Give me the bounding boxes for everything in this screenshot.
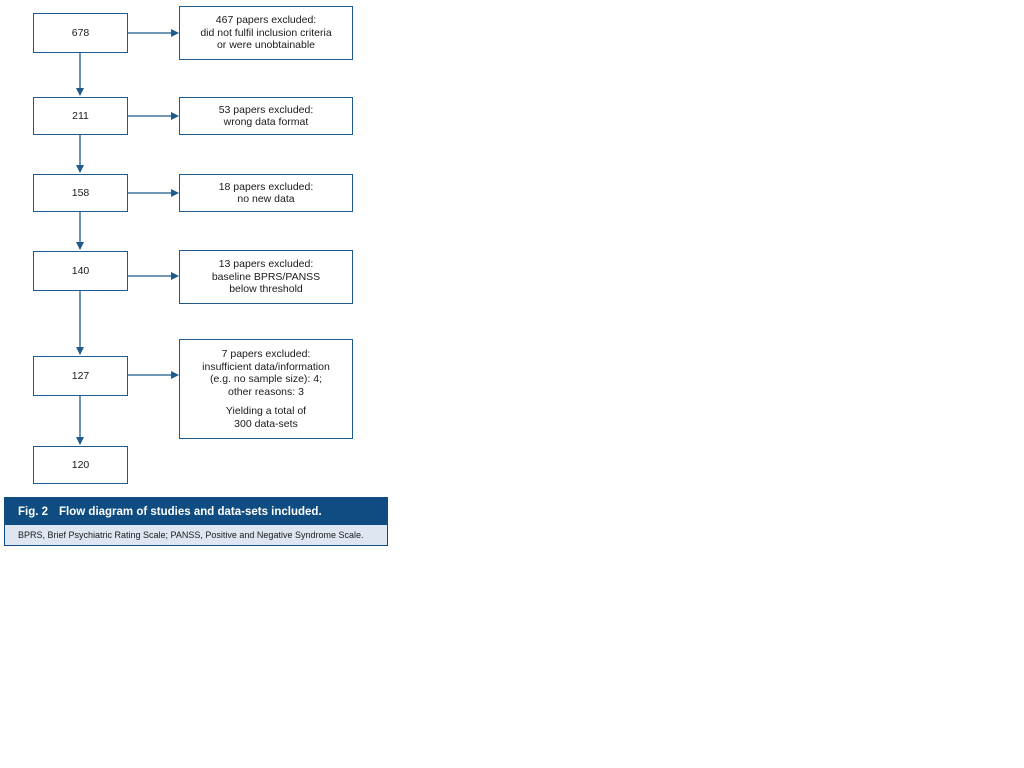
exclusion-box-5 [179, 339, 353, 439]
exclusion-line: below threshold [229, 283, 303, 296]
exclusion-line: did not fulfil inclusion criteria [200, 26, 332, 39]
count-box-127 [33, 356, 128, 396]
caption-abbreviations [5, 525, 387, 545]
count-value: 211 [72, 109, 89, 122]
exclusion-line: no new data [237, 193, 295, 205]
yield-line: 300 data-sets [234, 417, 298, 430]
count-value: 158 [71, 186, 90, 199]
count-box-120 [33, 446, 128, 484]
exclusion-box-2 [179, 97, 353, 135]
yield-line: Yielding a total of [225, 405, 307, 417]
exclusion-box-4 [179, 250, 353, 304]
exclusion-line: or were unobtainable [216, 39, 316, 52]
caption-header [5, 498, 387, 525]
exclusion-line: other reasons: 3 [228, 385, 304, 398]
exclusion-line: wrong data format [223, 116, 309, 128]
exclusion-line: 53 papers excluded: [218, 103, 314, 116]
count-value: 127 [71, 369, 90, 382]
exclusion-line: baseline BPRS/PANSS [211, 270, 321, 283]
exclusion-line: 13 papers excluded: [218, 258, 314, 271]
exclusion-line: 18 papers excluded: [218, 180, 314, 193]
exclusion-line: 7 papers excluded: [221, 348, 311, 360]
count-box-140 [33, 251, 128, 291]
count-value: 140 [71, 264, 90, 277]
exclusion-line: insufficient data/information [202, 360, 330, 373]
figure-title: Flow diagram of studies and data-sets included. [59, 505, 322, 518]
abbreviation-note: BPRS, Brief Psychiatric Rating Scale; PANSS, Positive and Negative Syndrome Scale. [18, 530, 364, 540]
count-value: 678 [71, 26, 90, 39]
figure-caption [4, 497, 388, 546]
exclusion-box-3 [179, 174, 353, 212]
count-box-678 [33, 13, 128, 53]
count-value: 120 [71, 458, 90, 471]
figure-label: Fig. 2 [18, 505, 49, 518]
exclusion-line: (e.g. no sample size): 4; [209, 373, 323, 385]
exclusion-line: 467 papers excluded: [215, 14, 317, 27]
count-box-158 [33, 174, 128, 212]
exclusion-box-1 [179, 6, 353, 60]
count-box-211 [33, 97, 128, 135]
